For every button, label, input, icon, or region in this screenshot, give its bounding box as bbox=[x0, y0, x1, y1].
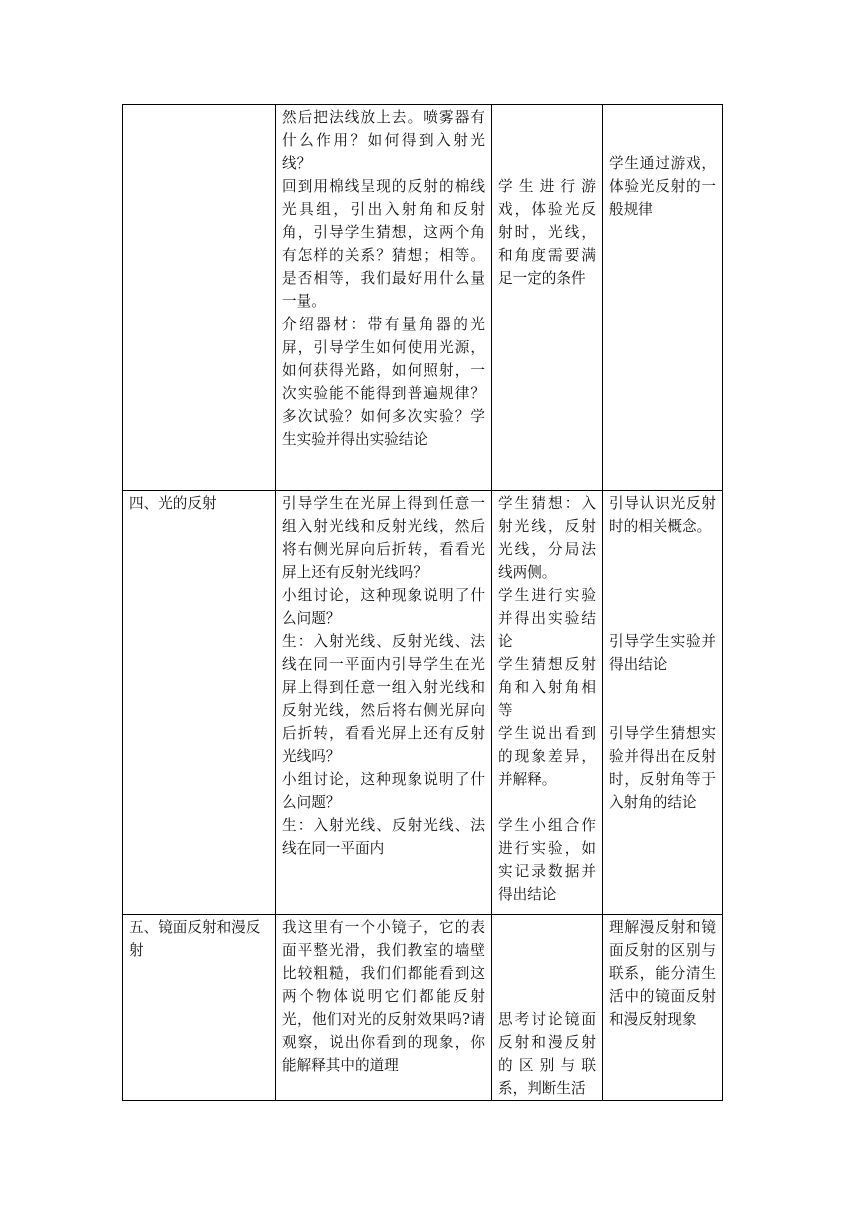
teacher-activity-cell bbox=[276, 491, 492, 915]
lesson-plan-table bbox=[122, 104, 723, 1101]
paragraph: 学生猜想：入射光线，反射光线，分局法线两侧。 bbox=[498, 495, 596, 581]
paragraph: 生：入射光线、反射光线、法线在同一平面内 bbox=[282, 817, 485, 857]
paragraph: 引导学生在光屏上得到任意一组入射光线和反射光线，然后将右侧光屏向后折转，看看光屏上还有反射光线吗？ bbox=[282, 495, 485, 581]
stage-cell bbox=[123, 105, 276, 491]
paragraph: 然后把法线放上去。喷雾器有什么作用？如何得到入射光线？ bbox=[282, 109, 485, 172]
stage-cell: 五、镜面反射和漫反射 bbox=[123, 915, 276, 1101]
paragraph: 小组讨论，这种现象说明了什么问题？ bbox=[282, 771, 485, 811]
paragraph: 学生猜想反射角和入射角相等 bbox=[498, 656, 596, 719]
design-intent-cell bbox=[603, 915, 723, 1101]
paragraph: 生：入射光线、反射光线、法线在同一平面内引导学生在光屏上得到任意一组入射光线和反射光线，然后将右侧光屏向后折转，看看光屏上还有反射光线吗？ bbox=[282, 633, 485, 765]
paragraph: 引导学生猜想实验并得出在反射时，反射角等于入射角的结论 bbox=[609, 725, 716, 811]
paragraph: 小组讨论，这种现象说明了什么问题？ bbox=[282, 587, 485, 627]
teacher-activity-cell bbox=[276, 915, 492, 1101]
student-activity-cell bbox=[492, 915, 603, 1101]
teacher-activity-cell bbox=[276, 105, 492, 491]
stage-cell: 四、光的反射 bbox=[123, 491, 276, 915]
paragraph: 学生小组合作进行实验，如实记录数据并得出结论 bbox=[498, 817, 596, 903]
table-row bbox=[123, 915, 723, 1101]
student-activity-cell bbox=[492, 491, 603, 915]
paragraph: 思考讨论镜面反射和漫反射的区别与联系，判断生活 bbox=[498, 1011, 596, 1097]
paragraph: 介绍器材：带有量角器的光屏，引导学生如何使用光源，如何获得光路，如何照射，一次实验能不能得到普遍规律？多次试验？如何多次实验？学生实验并得出实验结论 bbox=[282, 316, 485, 448]
paragraph: 引导学生实验并得出结论 bbox=[609, 633, 716, 673]
design-intent-cell bbox=[603, 105, 723, 491]
table-row bbox=[123, 491, 723, 915]
paragraph: 回到用棉线呈现的反射的棉线光具组，引出入射角和反射角，引导学生猜想，这两个角有怎样的关系？猜想；相等。是否相等，我们最好用什么量一量。 bbox=[282, 178, 485, 310]
table-row bbox=[123, 105, 723, 491]
paragraph: 引导认识光反射时的相关概念。 bbox=[609, 495, 716, 535]
paragraph: 理解漫反射和镜面反射的区别与联系，能分清生活中的镜面反射和漫反射现象 bbox=[609, 919, 716, 1028]
paragraph: 学生通过游戏，体验光反射的一般规律 bbox=[609, 155, 716, 218]
design-intent-cell bbox=[603, 491, 723, 915]
paragraph: 学生进行实验并得出实验结论 bbox=[498, 587, 596, 650]
paragraph: 我这里有一个小镜子，它的表面平整光滑，我们教室的墙壁比较粗糙，我们们都能看到这两个物体说明它们都能反射光，他们对光的反射效果吗?请观察，说出你看到的现象，你能解释其中的道理 bbox=[282, 919, 485, 1074]
paragraph: 学生说出看到的现象差异，并解释。 bbox=[498, 725, 596, 788]
paragraph: 学生进行游戏，体验光反射时，光线，和角度需要满足一定的条件 bbox=[498, 178, 596, 287]
student-activity-cell bbox=[492, 105, 603, 491]
